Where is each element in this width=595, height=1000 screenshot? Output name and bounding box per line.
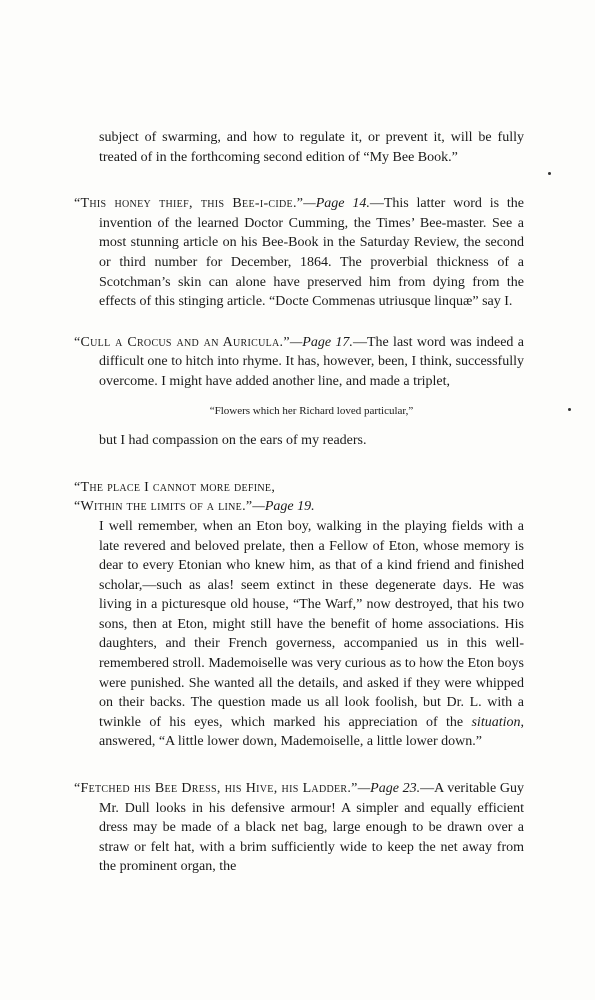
speck-mark	[548, 172, 551, 175]
note-after-quote: but I had compassion on the ears of my readers.	[99, 433, 367, 449]
note-bee-i-cide	[74, 194, 524, 312]
note-heading: “This honey thief, this Bee-i-cide.”	[74, 196, 304, 212]
page-reference: —Page 19.	[252, 499, 315, 515]
page-reference: —Page 17.	[289, 334, 353, 350]
note-cull-a-crocus	[74, 333, 524, 392]
note-bee-dress	[74, 779, 524, 877]
note-heading-line-1: “The place I cannot more define,	[74, 479, 276, 495]
continuation-paragraph: subject of swarming, and how to regulate it, or prevent it, will be fully treated of in the forthcoming second edition of “My Bee Book.”	[99, 130, 524, 165]
note-body: —This latter word is the invention of the learned Doctor Cumming, the Times’ Bee-master. See a most stunning article on his Bee-Book in the Saturday Review, the second or third number for December, 1864. The proverbial thickness of a Scotchman’s skin can alone have preserved him from dying from the effects of this stinging article. “Docte Commenas utriusque linquæ” say I.	[99, 196, 524, 310]
note-eton-story: I well remember, when an Eton boy, walking in the playing fields with a late revered and beloved prelate, then a Fellow of Eton, whose memory is dear to every Etonian who knew him, as that of a kind friend and finished scholar,—such as alas! seem extinct in these degenerate days. He was living in a picturesque old house, “The Warf,” now destroyed, that his two sons, then at Eton, might still have the benefit of home associations. His daughters, and their French governess, accompanied us in this well-remembered stroll. Mademoiselle was very curious as to how the Eton boys were punished. She wanted all the details, and asked if they were whipped on their backs. The question made us all look foolish, but Dr. L. with a twinkle of his eyes, which marked his appreciation of the situation, answered, “A little lower down, Mademoiselle, a little lower down.”	[99, 518, 524, 750]
note-body: —The last word was indeed a difficult one to hitch into rhyme. It has, however, been, I think, successfully overcome. I might have added another line, and made a triplet,	[99, 334, 524, 389]
speck-mark	[568, 408, 571, 411]
page-reference: —Page 14.	[303, 196, 370, 212]
note-heading: “Fetched his Bee Dress, his Hive, his Ladder.”	[74, 781, 358, 797]
note-heading-line-2: “Within the limits of a line.”—Page 19.	[74, 499, 315, 515]
quoted-line: “Flowers which her Richard loved particular,”	[209, 404, 414, 417]
text-column	[74, 128, 524, 877]
note-body: —A veritable Guy Mr. Dull looks in his defensive armour! A simpler and equally efficient dress may be made of a black net bag, large enough to be drawn over a straw or felt hat, with a brim sufficiently wide to keep the net away from the prominent organ, the	[99, 781, 525, 875]
emphasis-situation: situation	[471, 714, 521, 730]
note-heading: “Cull a Crocus and an Auricula.”	[74, 334, 290, 350]
page-reference: —Page 23.	[357, 781, 421, 797]
